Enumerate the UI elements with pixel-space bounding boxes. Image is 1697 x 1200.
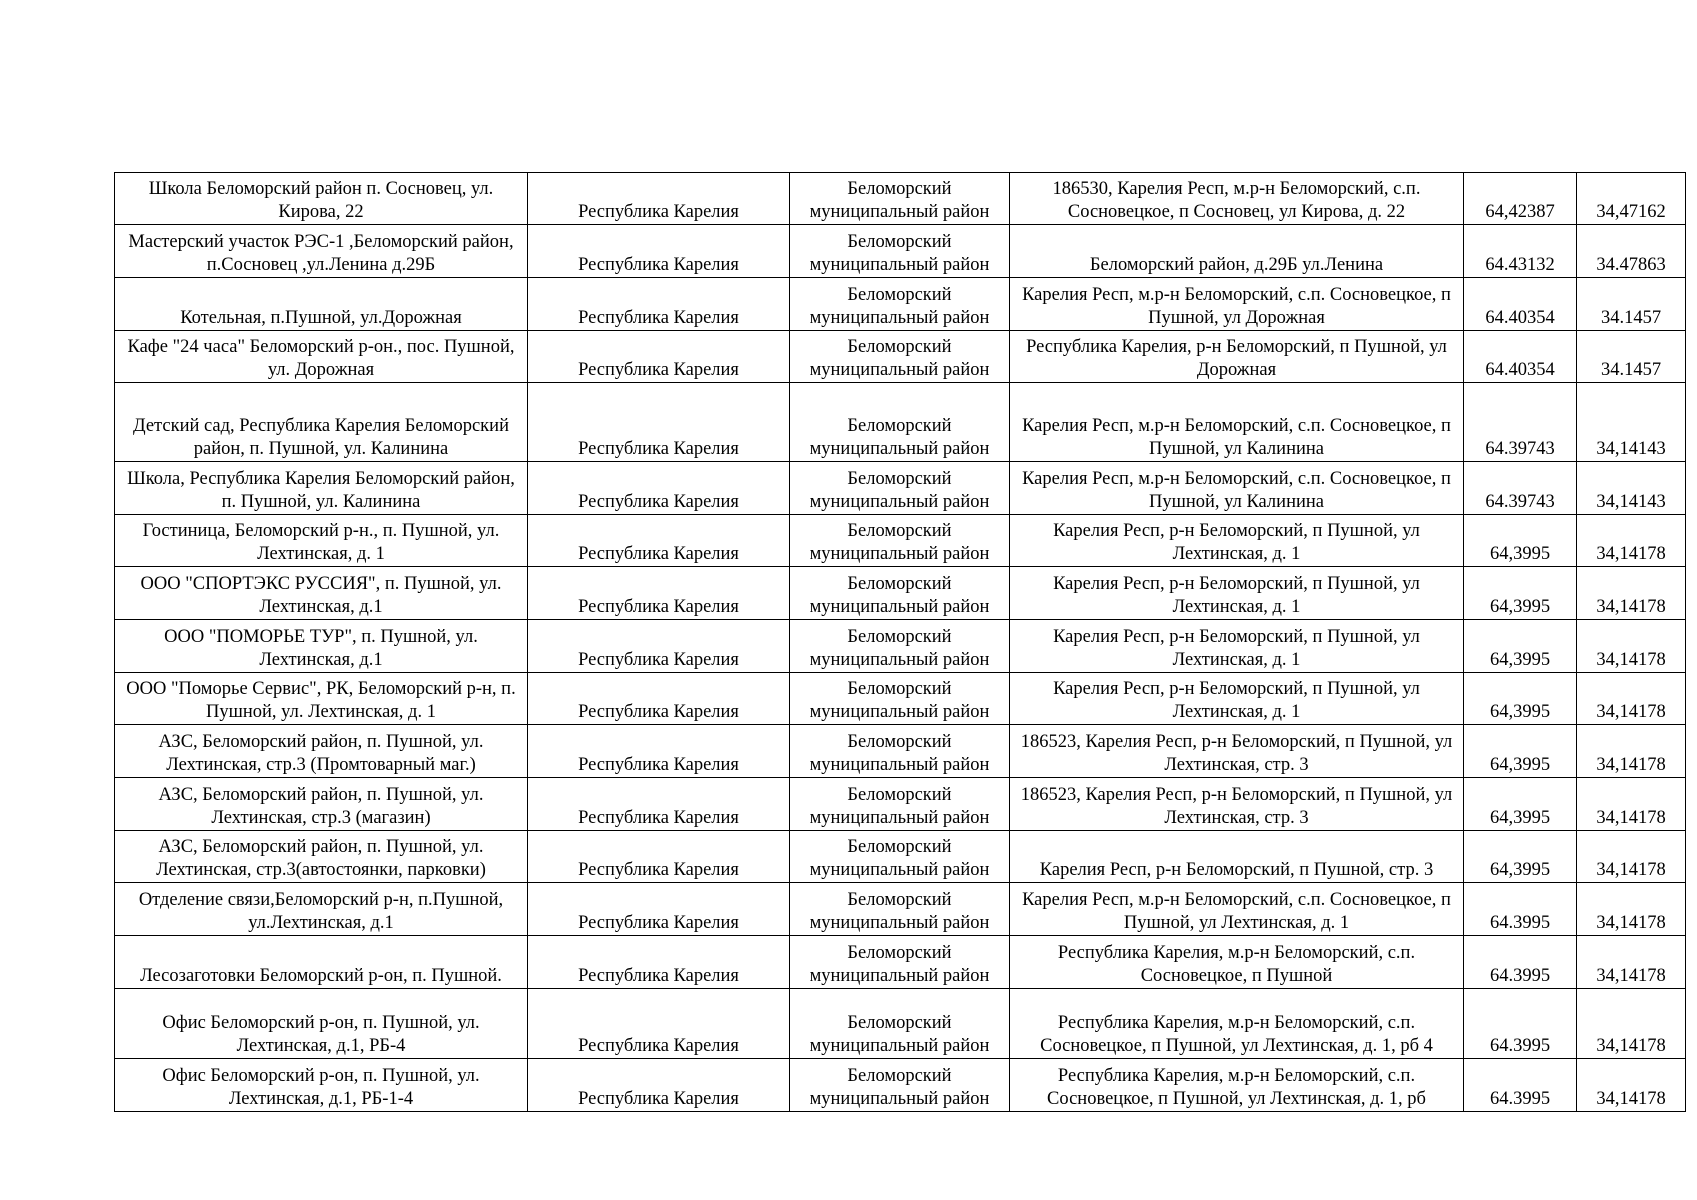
region-cell: Республика Карелия [528,383,790,462]
region-cell: Республика Карелия [528,883,790,936]
object-name-cell: ООО "Поморье Сервис", РК, Беломорский р-н, п. Пушной, ул. Лехтинская, д. 1 [115,673,528,725]
longitude-cell: 34,14178 [1577,725,1686,778]
address-cell: 186523, Карелия Респ, р-н Беломорский, п Пушной, ул Лехтинская, стр. 3 [1010,725,1464,778]
longitude-cell: 34,14143 [1577,383,1686,462]
table-row [115,173,1686,225]
latitude-cell: 64,3995 [1464,778,1577,831]
latitude-cell: 64.39743 [1464,383,1577,462]
table-row [115,331,1686,383]
district-cell: Беломорский муниципальный район [790,778,1010,831]
table-row [115,462,1686,515]
address-cell: Карелия Респ, р-н Беломорский, п Пушной, ул Лехтинская, д. 1 [1010,515,1464,567]
table-row [115,278,1686,331]
longitude-cell: 34,14178 [1577,673,1686,725]
address-cell: Республика Карелия, р-н Беломорский, п Пушной, ул Дорожная [1010,331,1464,383]
object-name-cell: Офис Беломорский р-он, п. Пушной, ул. Лехтинская, д.1, РБ-1-4 [115,1059,528,1112]
object-name-cell: Мастерский участок РЭС-1 ,Беломорский район, п.Сосновец ,ул.Ленина д.29Б [115,225,528,278]
object-name-cell: АЗС, Беломорский район, п. Пушной, ул. Лехтинская, стр.3(автостоянки, парковки) [115,831,528,883]
latitude-cell: 64.3995 [1464,936,1577,989]
table-row [115,567,1686,620]
district-cell: Беломорский муниципальный район [790,383,1010,462]
latitude-cell: 64,42387 [1464,173,1577,225]
longitude-cell: 34,14178 [1577,515,1686,567]
address-cell: Карелия Респ, м.р-н Беломорский, с.п. Сосновецкое, п Пушной, ул Дорожная [1010,278,1464,331]
latitude-cell: 64.3995 [1464,989,1577,1059]
region-cell: Республика Карелия [528,567,790,620]
address-cell: Карелия Респ, р-н Беломорский, п Пушной, ул Лехтинская, д. 1 [1010,567,1464,620]
latitude-cell: 64.43132 [1464,225,1577,278]
object-name-cell: Кафе "24 часа" Беломорский р-он., пос. Пушной, ул. Дорожная [115,331,528,383]
district-cell: Беломорский муниципальный район [790,673,1010,725]
longitude-cell: 34,14178 [1577,831,1686,883]
region-cell: Республика Карелия [528,936,790,989]
region-cell: Республика Карелия [528,173,790,225]
object-name-cell: Гостиница, Беломорский р-н., п. Пушной, ул. Лехтинская, д. 1 [115,515,528,567]
district-cell: Беломорский муниципальный район [790,225,1010,278]
district-cell: Беломорский муниципальный район [790,278,1010,331]
longitude-cell: 34,47162 [1577,173,1686,225]
district-cell: Беломорский муниципальный район [790,831,1010,883]
region-cell: Республика Карелия [528,278,790,331]
object-name-cell: АЗС, Беломорский район, п. Пушной, ул. Лехтинская, стр.3 (магазин) [115,778,528,831]
object-name-cell: Школа Беломорский район п. Сосновец, ул. Кирова, 22 [115,173,528,225]
latitude-cell: 64.3995 [1464,883,1577,936]
district-cell: Беломорский муниципальный район [790,567,1010,620]
region-cell: Республика Карелия [528,331,790,383]
region-cell: Республика Карелия [528,989,790,1059]
region-cell: Республика Карелия [528,673,790,725]
region-cell: Республика Карелия [528,462,790,515]
table-row [115,725,1686,778]
address-cell: Республика Карелия, м.р-н Беломорский, с.п. Сосновецкое, п Пушной, ул Лехтинская, д. 1, рб 4 [1010,989,1464,1059]
address-cell: Карелия Респ, р-н Беломорский, п Пушной, ул Лехтинская, д. 1 [1010,673,1464,725]
table-row [115,620,1686,673]
table-row [115,673,1686,725]
region-cell: Республика Карелия [528,620,790,673]
longitude-cell: 34,14178 [1577,883,1686,936]
district-cell: Беломорский муниципальный район [790,883,1010,936]
longitude-cell: 34,14178 [1577,567,1686,620]
objects-table [114,172,1686,1112]
district-cell: Беломорский муниципальный район [790,936,1010,989]
region-cell: Республика Карелия [528,225,790,278]
district-cell: Беломорский муниципальный район [790,462,1010,515]
address-cell: Карелия Респ, м.р-н Беломорский, с.п. Сосновецкое, п Пушной, ул Калинина [1010,462,1464,515]
table-row [115,936,1686,989]
district-cell: Беломорский муниципальный район [790,989,1010,1059]
address-cell: Карелия Респ, м.р-н Беломорский, с.п. Сосновецкое, п Пушной, ул Лехтинская, д. 1 [1010,883,1464,936]
region-cell: Республика Карелия [528,515,790,567]
table-row [115,989,1686,1059]
district-cell: Беломорский муниципальный район [790,515,1010,567]
latitude-cell: 64,3995 [1464,831,1577,883]
region-cell: Республика Карелия [528,831,790,883]
region-cell: Республика Карелия [528,1059,790,1112]
table-row [115,225,1686,278]
latitude-cell: 64.39743 [1464,462,1577,515]
district-cell: Беломорский муниципальный район [790,620,1010,673]
object-name-cell: Офис Беломорский р-он, п. Пушной, ул. Лехтинская, д.1, РБ-4 [115,989,528,1059]
address-cell: Республика Карелия, м.р-н Беломорский, с.п. Сосновецкое, п Пушной, ул Лехтинская, д. 1, рб [1010,1059,1464,1112]
object-name-cell: АЗС, Беломорский район, п. Пушной, ул. Лехтинская, стр.3 (Промтоварный маг.) [115,725,528,778]
object-name-cell: Котельная, п.Пушной, ул.Дорожная [115,278,528,331]
address-cell: 186530, Карелия Респ, м.р-н Беломорский, с.п. Сосновецкое, п Сосновец, ул Кирова, д. 22 [1010,173,1464,225]
table-row [115,383,1686,462]
region-cell: Республика Карелия [528,778,790,831]
object-name-cell: Школа, Республика Карелия Беломорский район, п. Пушной, ул. Калинина [115,462,528,515]
latitude-cell: 64.40354 [1464,278,1577,331]
latitude-cell: 64,3995 [1464,567,1577,620]
district-cell: Беломорский муниципальный район [790,331,1010,383]
longitude-cell: 34.1457 [1577,331,1686,383]
longitude-cell: 34,14178 [1577,1059,1686,1112]
object-name-cell: Отделение связи,Беломорский р-н, п.Пушной, ул.Лехтинская, д.1 [115,883,528,936]
latitude-cell: 64,3995 [1464,725,1577,778]
table-row [115,1059,1686,1112]
address-cell: Беломорский район, д.29Б ул.Ленина [1010,225,1464,278]
longitude-cell: 34.47863 [1577,225,1686,278]
latitude-cell: 64,3995 [1464,620,1577,673]
longitude-cell: 34,14178 [1577,936,1686,989]
longitude-cell: 34,14178 [1577,620,1686,673]
objects-table-body [115,173,1686,1112]
longitude-cell: 34,14143 [1577,462,1686,515]
latitude-cell: 64.3995 [1464,1059,1577,1112]
table-row [115,778,1686,831]
longitude-cell: 34,14178 [1577,778,1686,831]
longitude-cell: 34,14178 [1577,989,1686,1059]
object-name-cell: ООО "СПОРТЭКС РУССИЯ", п. Пушной, ул. Лехтинская, д.1 [115,567,528,620]
object-name-cell: Лесозаготовки Беломорский р-он, п. Пушной. [115,936,528,989]
district-cell: Беломорский муниципальный район [790,173,1010,225]
longitude-cell: 34.1457 [1577,278,1686,331]
latitude-cell: 64.40354 [1464,331,1577,383]
address-cell: Карелия Респ, р-н Беломорский, п Пушной, стр. 3 [1010,831,1464,883]
latitude-cell: 64,3995 [1464,515,1577,567]
object-name-cell: Детский сад, Республика Карелия Беломорский район, п. Пушной, ул. Калинина [115,383,528,462]
address-cell: Республика Карелия, м.р-н Беломорский, с.п. Сосновецкое, п Пушной [1010,936,1464,989]
address-cell: 186523, Карелия Респ, р-н Беломорский, п Пушной, ул Лехтинская, стр. 3 [1010,778,1464,831]
table-row [115,515,1686,567]
region-cell: Республика Карелия [528,725,790,778]
address-cell: Карелия Респ, р-н Беломорский, п Пушной, ул Лехтинская, д. 1 [1010,620,1464,673]
district-cell: Беломорский муниципальный район [790,725,1010,778]
latitude-cell: 64,3995 [1464,673,1577,725]
table-row [115,831,1686,883]
address-cell: Карелия Респ, м.р-н Беломорский, с.п. Сосновецкое, п Пушной, ул Калинина [1010,383,1464,462]
district-cell: Беломорский муниципальный район [790,1059,1010,1112]
object-name-cell: ООО "ПОМОРЬЕ ТУР", п. Пушной, ул. Лехтинская, д.1 [115,620,528,673]
table-row [115,883,1686,936]
